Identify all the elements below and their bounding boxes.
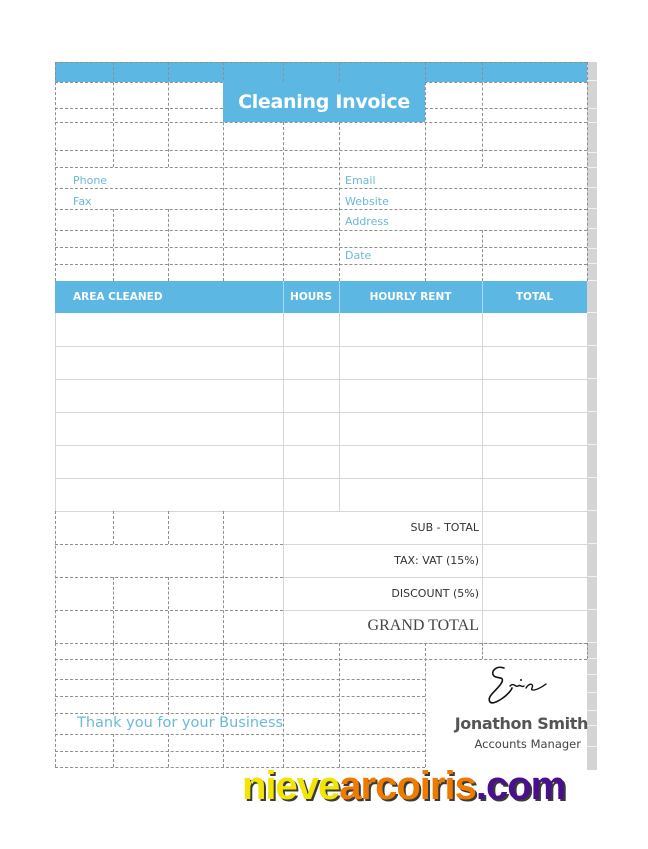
grand-total-value[interactable] [483, 611, 587, 643]
watermark-part2: arcoiris [339, 764, 476, 808]
table-row[interactable] [56, 314, 587, 346]
table-row[interactable] [56, 413, 587, 445]
column-header-area-cleaned: AREA CLEANED [73, 291, 163, 303]
subtotal-value[interactable] [483, 512, 587, 544]
column-header-hourly-rent: HOURLY RENT [369, 291, 452, 303]
watermark [242, 764, 565, 809]
fax-label: Fax [73, 195, 92, 208]
sheet-edge-bar [587, 62, 597, 770]
website-label: Website [345, 195, 389, 208]
signer-name: Jonathon Smith [454, 714, 588, 733]
column-header-hours: HOURS [290, 291, 332, 303]
table-row[interactable] [56, 479, 587, 511]
watermark-part3: .com [475, 764, 566, 808]
column-header-total: TOTAL [515, 291, 554, 303]
invoice-title: Cleaning Invoice [223, 82, 425, 122]
signer-role: Accounts Manager [474, 737, 581, 751]
phone-label: Phone [73, 174, 108, 187]
address-label: Address [345, 215, 389, 228]
table-row[interactable] [56, 347, 587, 379]
thank-you-message: Thank you for your Business [77, 715, 284, 731]
tax-label: TAX: VAT (15%) [394, 554, 479, 567]
signature-icon [482, 660, 554, 710]
email-label: Email [345, 174, 376, 187]
discount-value[interactable] [483, 578, 587, 610]
discount-label: DISCOUNT (5%) [391, 587, 479, 600]
tax-value[interactable] [483, 545, 587, 577]
table-row[interactable] [56, 446, 587, 478]
subtotal-label: SUB - TOTAL [410, 521, 479, 534]
top-accent-band [55, 62, 587, 82]
grand-total-label: GRAND TOTAL [367, 617, 479, 634]
table-row[interactable] [56, 380, 587, 412]
watermark-part1: nieve [242, 764, 340, 808]
date-label: Date [345, 249, 372, 262]
